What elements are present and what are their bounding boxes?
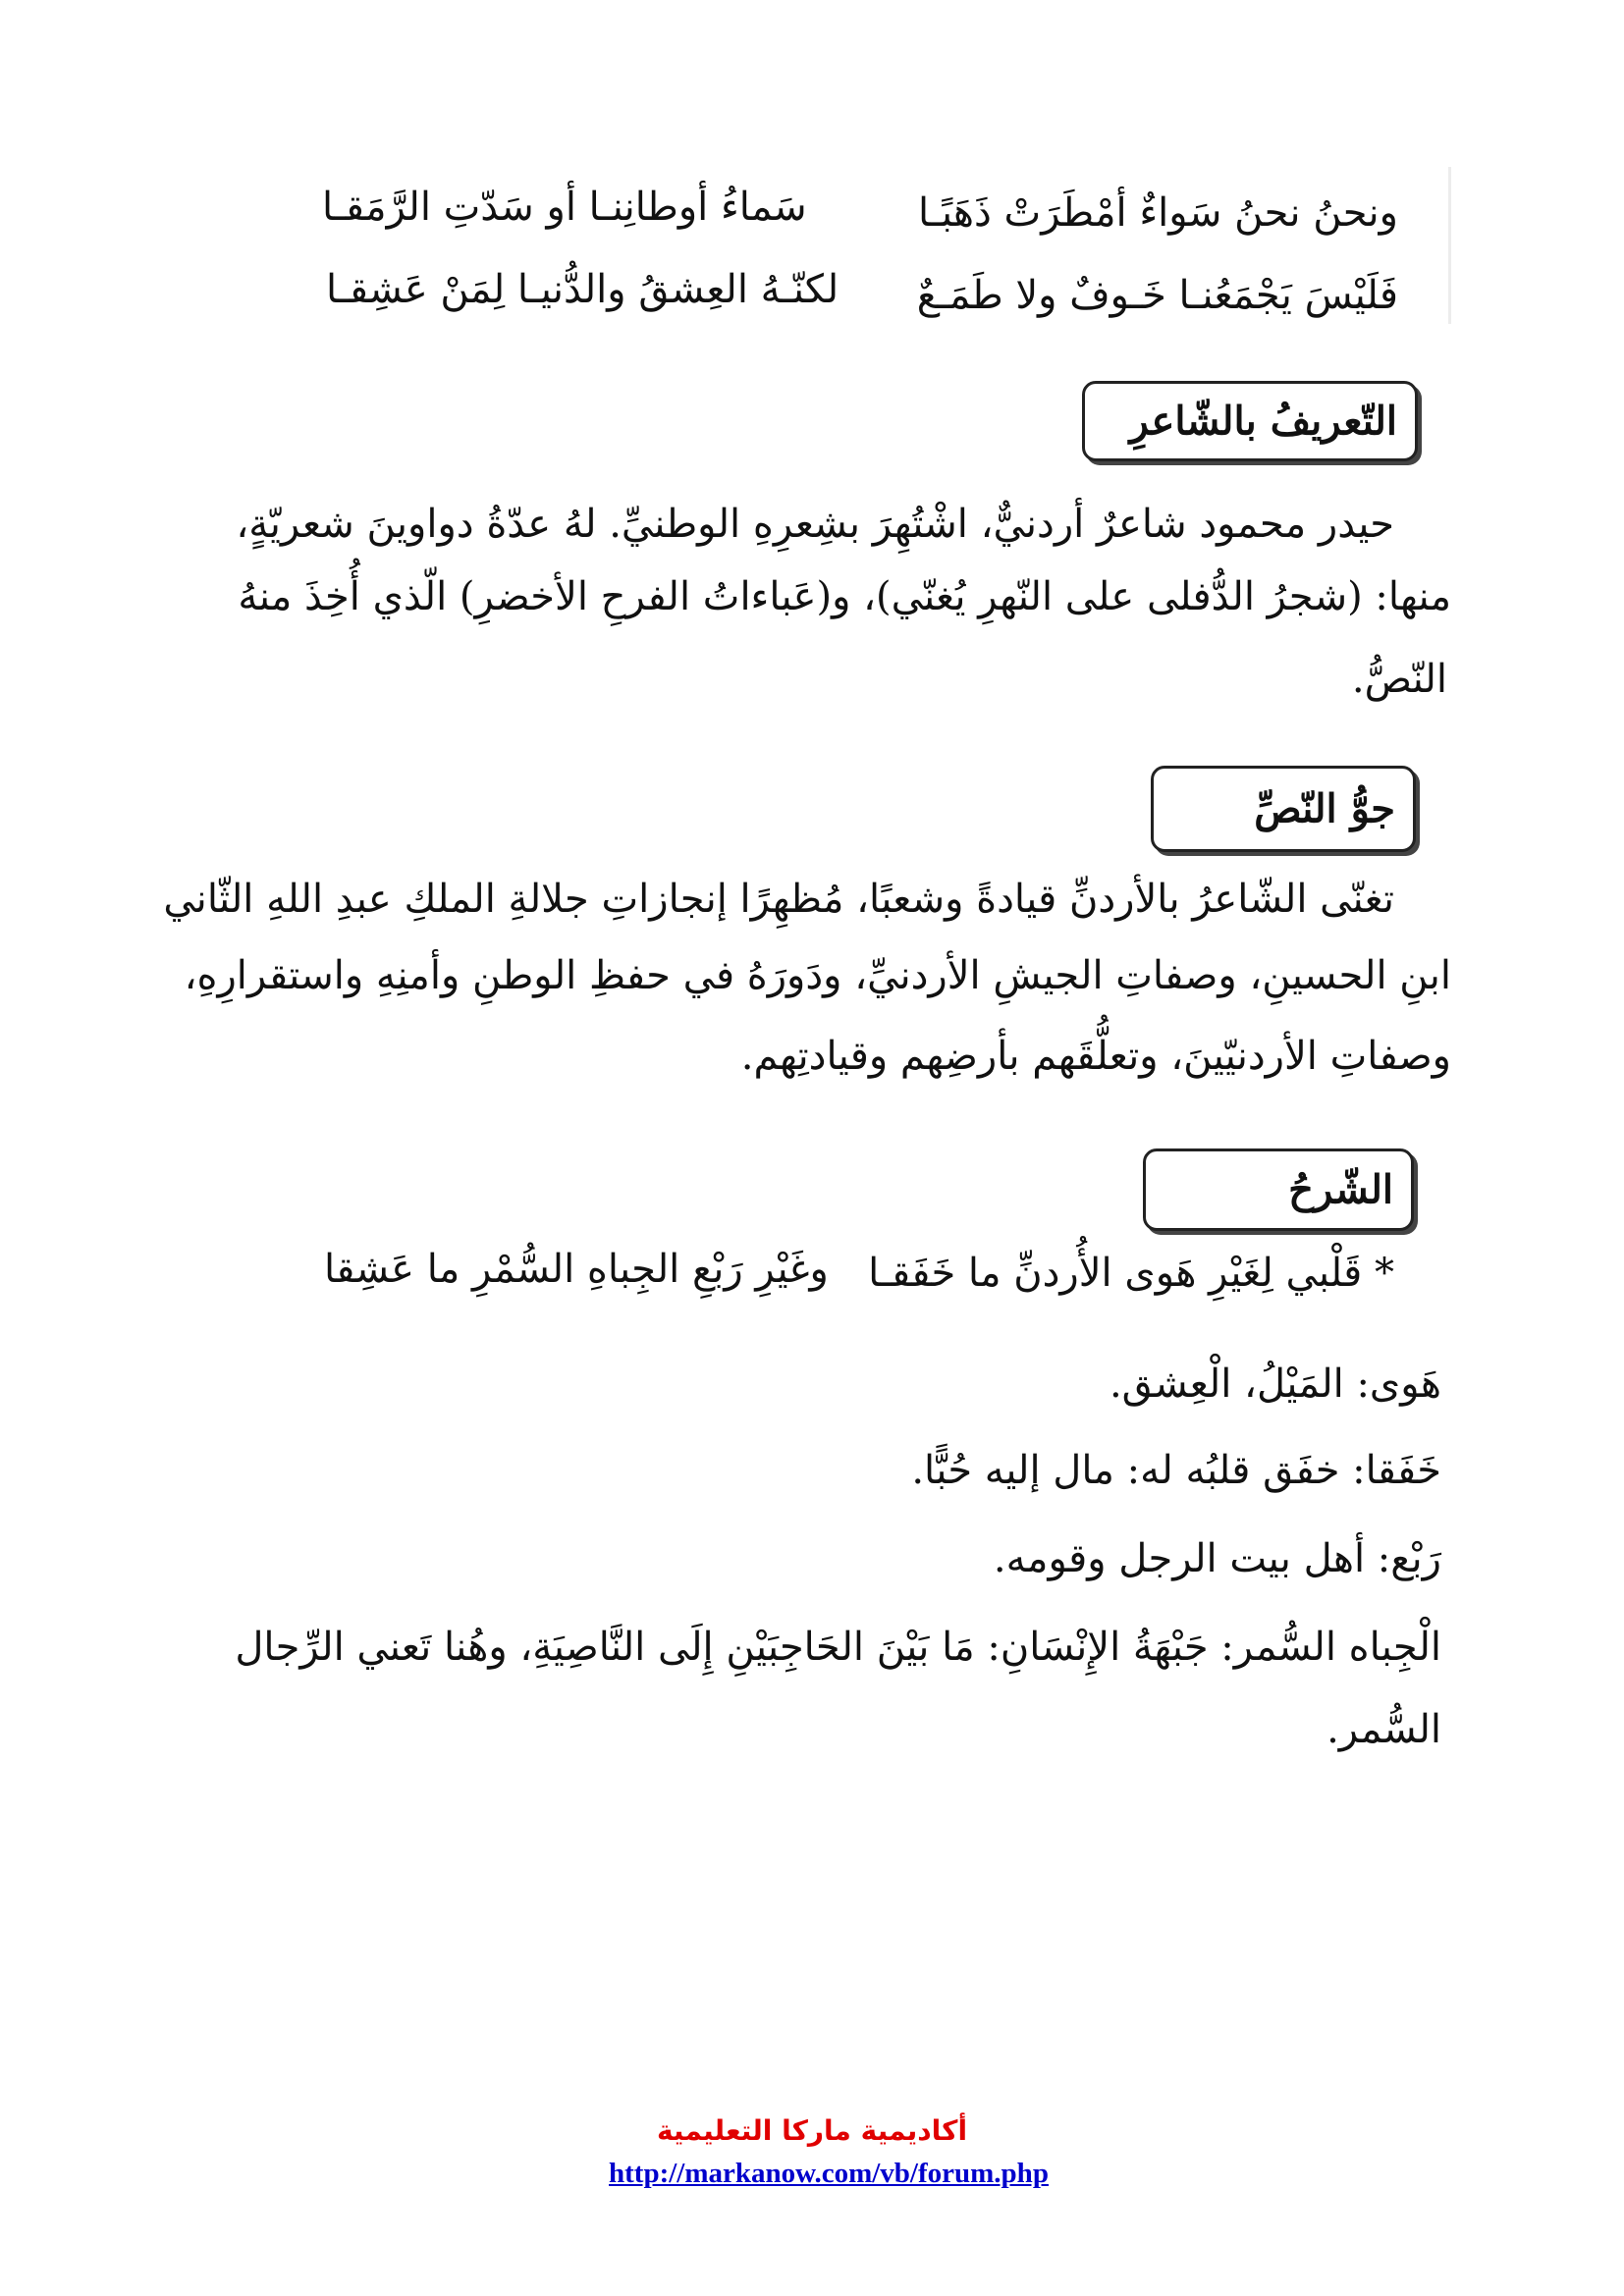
poem-line-1-left: سَماءُ أوطانِنـا أو سَدّتِ الرَّمَقـا	[322, 185, 807, 230]
context-paragraph-line-3: وصفاتِ الأردنيّينَ، وتعلُّقَهم بأرضِهم وقيادتِهم.	[740, 1034, 1451, 1079]
heading-poet: التّعريفُ بالشّاعرِ	[1129, 398, 1397, 445]
definition-jibah-line-1: الْجِباه السُّمر: جَبْهَةُ الإِنْسَانِ: مَا بَيْنَ الحَاجِبَيْنِ إِلَى النَّاصِيَةِ، وهُنا تَعني الرِّجال	[235, 1625, 1441, 1670]
poem-line-2-left: لكنّـهُ العِشقُ والدُّنيـا لِمَنْ عَشِقـا	[326, 267, 839, 312]
poem-line-2-right: فَلَيْسَ يَجْمَعُنـا خَـوفٌ ولا طَمَـعٌ	[916, 273, 1398, 318]
definition-khafaqa: خَفَقا: خفَق قلبُه له: مال إليه حُبًّا.	[911, 1448, 1441, 1493]
explanation-verse-right: * قَلْبي لِغَيْرِ هَوى الأُردنِّ ما خَفَقـا	[868, 1251, 1394, 1296]
poet-paragraph-line-1: حيدر محمود شاعرٌ أردنيٌّ، اشْتُهِرَ بشِعرِهِ الوطنيِّ. لهُ عدّةُ دواوينَ شعريّةٍ،	[236, 502, 1394, 547]
poet-paragraph-line-2: منها: (شجرُ الدُّفلى على النّهرِ يُغنّي)، و(عَباءاتُ الفرحِ الأخضرِ) الّذي أُخِذَ منهُ	[238, 574, 1451, 619]
definition-hawa: هَوى: المَيْلُ، الْعِشق.	[1109, 1362, 1441, 1407]
heading-context: جوُّ النّصِّ	[1254, 785, 1395, 832]
definition-jibah-line-2: السُّمر.	[1326, 1707, 1441, 1752]
poem-line-1-right: ونحنُ نحنُ سَواءٌ أمْطَرَتْ ذَهَبًـا	[917, 190, 1398, 236]
heading-box-context	[1151, 766, 1416, 852]
heading-box-poet	[1082, 381, 1418, 461]
scan-edge-mark	[1448, 167, 1451, 324]
explanation-verse-left: وغَيْرِ رَبْعِ الجِباهِ السُّمْرِ ما عَشِقا	[324, 1247, 829, 1292]
footer-academy-name: أكاديمية ماركا التعليمية	[656, 2114, 968, 2147]
context-paragraph-line-1: تغنّى الشّاعرُ بالأردنِّ قيادةً وشعبًا، مُظهِرًا إنجازاتِ جلالةِ الملكِ عبدِ اللهِ الثّاني	[163, 877, 1394, 922]
heading-box-explanation	[1143, 1148, 1414, 1231]
context-paragraph-line-2: ابنِ الحسينِ، وصفاتِ الجيشِ الأردنيِّ، ودَورَهُ في حفظِ الوطنِ وأمنِهِ واستقرارِهِ،	[184, 953, 1451, 998]
poet-paragraph-line-3: النّصُّ.	[1351, 657, 1447, 702]
footer-forum-link[interactable]: http://markanow.com/vb/forum.php	[609, 2158, 1049, 2189]
heading-explanation: الشّرحُ	[1288, 1166, 1393, 1213]
definition-rab: رَبْع: أهل بيت الرجل وقومه.	[993, 1536, 1441, 1581]
